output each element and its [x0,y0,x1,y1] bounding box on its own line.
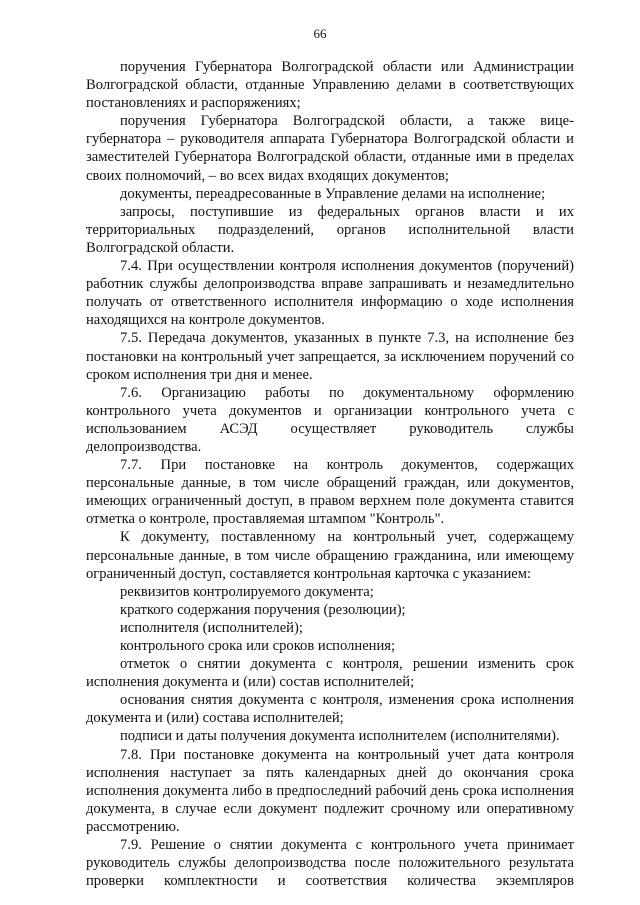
paragraph: 7.7. При постановке на контроль документов, содержащих персональные данные, в том числе обращений граждан, или документов, имеющих ограниченный доступ, в правом верхнем поле документа ставится отметка о контроле, проставляемая штампом "Контроль". [86,457,574,528]
paragraph: К документу, поставленному на контрольный учет, содержащему персональные данные, в том числе обращению гражданина, или имеющему ограниченный доступ, составляется контрольная карточка с указанием: [86,529,574,582]
paragraph: поручения Губернатора Волгоградской области или Администрации Волгоградской области, отданные Управлению делами в соответствующих постановлениях и распоряжениях; [86,59,574,112]
paragraph: 7.6. Организацию работы по документальному оформлению контрольного учета документов и организации контрольного учета с использованием АСЭД осуществляет руководитель службы делопроизводства. [86,384,574,455]
document-body [86,58,574,890]
list-item: контрольного срока или сроков исполнения; [120,638,396,654]
paragraph: поручения Губернатора Волгоградской области, а также вице-губернатора – руководителя аппарата Губернатора Волгоградской области и заместителей Губернатора Волгоградской области, отданные ими в пределах своих полномочий, – во всех видах входящих документов; [86,113,574,184]
paragraph: документы, переадресованные в Управление делами на исполнение; [120,185,546,202]
paragraph: 7.4. При осуществлении контроля исполнения документов (поручений) работник службы делопроизводства вправе запрашивать и незамедлительно получать от ответственного исполнителя информацию о ходе исполнения находящихся на контроле документов. [86,258,574,329]
list-item: краткого содержания поручения (резолюции); [120,601,406,618]
list-item: отметок о снятии документа с контроля, решении изменить срок исполнения документа и (или) состав исполнителей; [86,656,574,691]
paragraph: 7.9. Решение о снятии документа с контрольного учета принимает руководитель службы делопроизводства после положительного результата проверки комплектности и соответствия количества экземпляров [86,837,574,890]
list-item: основания снятия документа с контроля, изменения срока исполнения документа и (или) состава исполнителей; [86,692,574,727]
paragraph: 7.8. При постановке документа на контрольный учет дата контроля исполнения наступает за пять календарных дней до окончания срока исполнения документа либо в предпоследний рабочий день срока исполнения документа, в случае если документ подлежит срочному или оперативному рассмотрению. [86,746,574,835]
paragraph: 7.5. Передача документов, указанных в пункте 7.3, на исполнение без постановки на контрольный учет запрещается, за исключением поручений со сроком исполнения три дня и менее. [86,330,574,383]
list-item: реквизитов контролируемого документа; [120,583,374,600]
page-number: 66 [313,26,327,41]
paragraph: запросы, поступившие из федеральных органов власти и их территориальных подразделений, органов исполнительной власти Волгоградской области. [86,203,574,256]
list-item: подписи и даты получения документа исполнителем (исполнителями). [120,728,560,745]
list-item: исполнителя (исполнителей); [120,619,303,636]
